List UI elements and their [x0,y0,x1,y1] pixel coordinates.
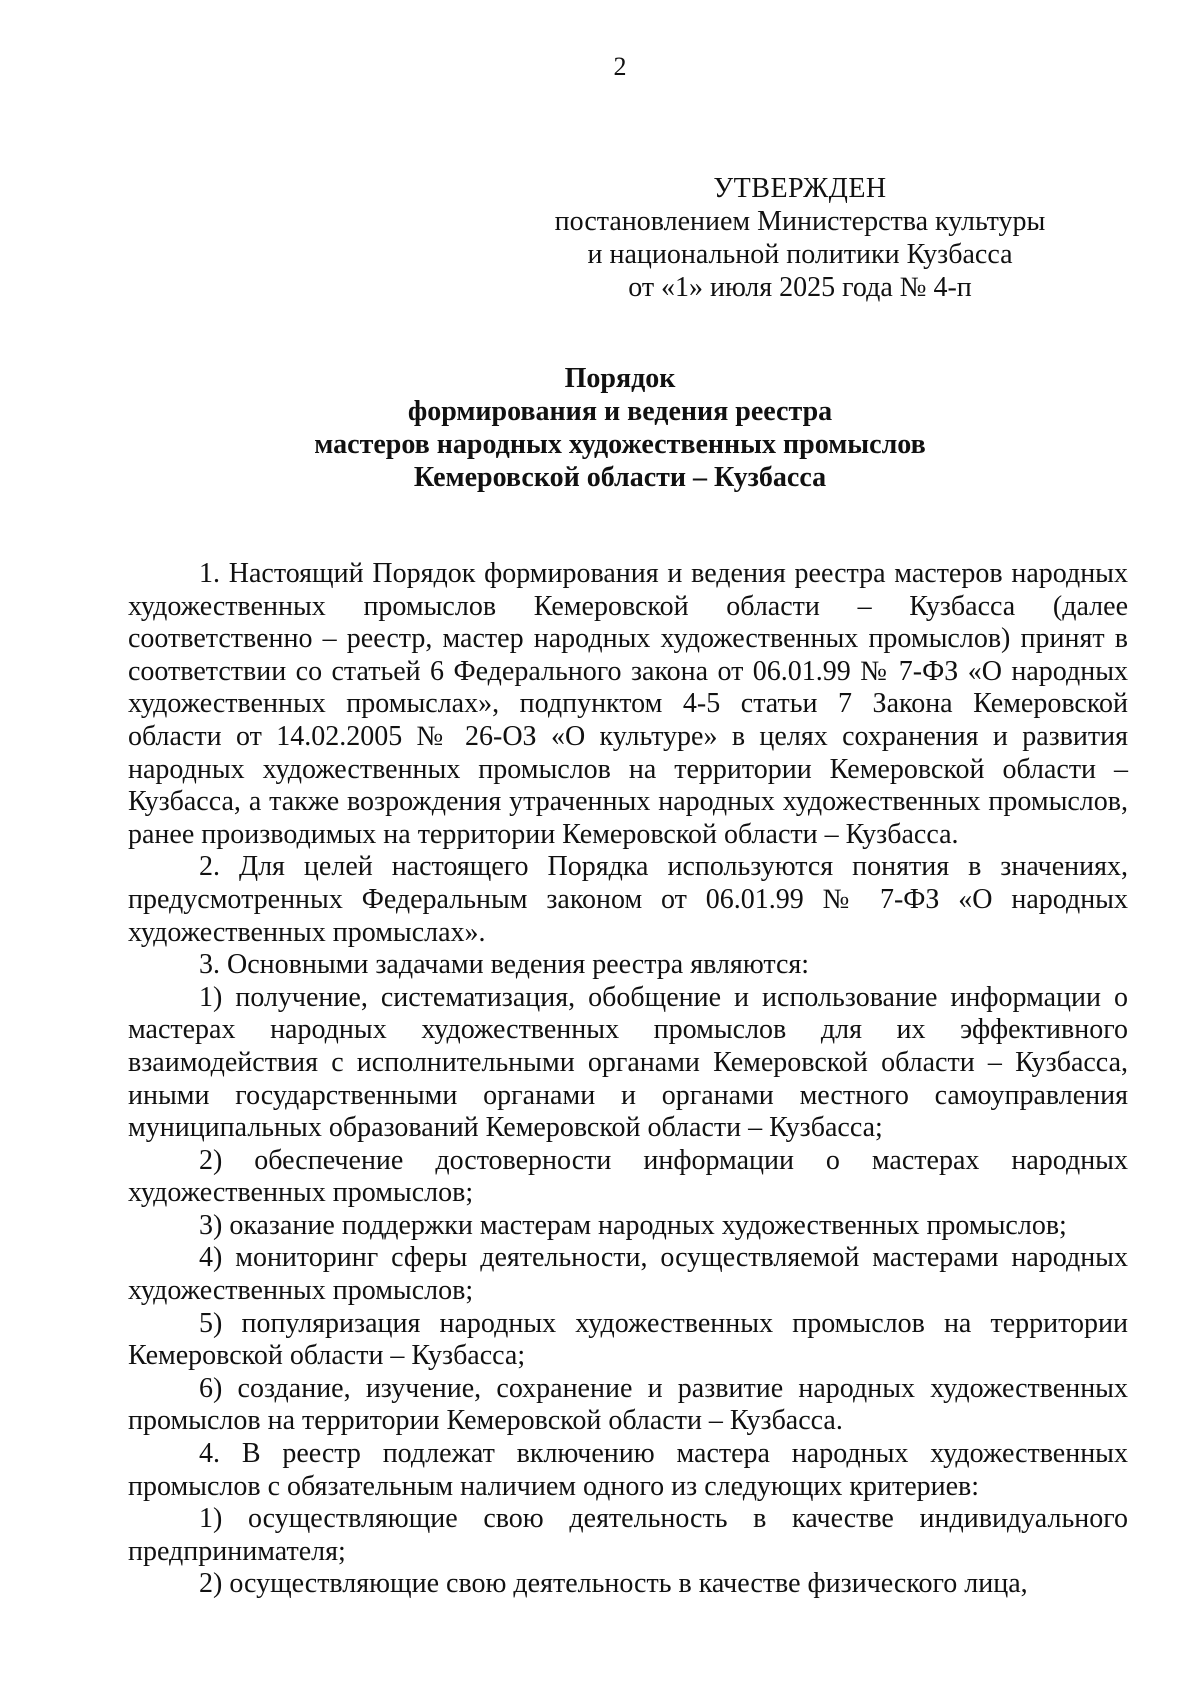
paragraph: 1. Настоящий Порядок формирования и ведения реестра мастеров народных художественных промыслов Кемеровской области – Кузбасса (далее соответственно – реестр, мастер народных художественных промыслов) принят в соответствии со статьей 6 Федерального закона от 06.01.99 № 7-ФЗ «О народных художественных промыслах», подпунктом 4-5 статьи 7 Закона Кемеровской области от 14.02.2005 № 26-ОЗ «О культуре» в целях сохранения и развития народных художественных промыслов на территории Кемеровской области – Кузбасса, а также возрождения утраченных народных художественных промыслов, ранее производимых на территории Кемеровской области – Кузбасса. [128,558,1128,850]
page-number: 2 [613,52,627,81]
list-item: 1) осуществляющие свою деятельность в качестве индивидуального предпринимателя; [128,1503,1128,1567]
list-item: 2) осуществляющие свою деятельность в качестве физического лица, [199,1568,1028,1600]
title-line: Кемеровской области – Кузбасса [413,462,827,493]
title-line: мастеров народных художественных промыслов [314,429,926,460]
list-item: 6) создание, изучение, сохранение и развитие народных художественных промыслов на территории Кемеровской области – Кузбасса. [128,1372,1128,1437]
paragraph: 4. В реестр подлежат включению мастера народных художественных промыслов с обязательным наличием одного из следующих критериев: [128,1438,1128,1502]
approval-line: и национальной политики Кузбасса [587,239,1013,270]
document-title [0,362,1200,494]
list-item: 2) обеспечение достоверности информации о мастерах народных художественных промыслов; [128,1144,1128,1209]
list-item: 4) мониторинг сферы деятельности, осуществляемой мастерами народных художественных промыслов; [128,1242,1128,1307]
paragraph: 3. Основными задачами ведения реестра являются: [199,949,810,981]
document-body [128,558,1128,1601]
approval-heading: УТВЕРЖДЕН [713,173,887,204]
approval-date-line: от «1» июля 2025 года № 4-п [628,272,972,303]
paragraph: 2. Для целей настоящего Порядка используются понятия в значениях, предусмотренных Федеральным законом от 06.01.99 № 7-ФЗ «О народных художественных промыслах». [128,851,1128,948]
approval-line: постановлением Министерства культуры [554,206,1046,237]
approval-stamp [520,172,1080,304]
list-item: 1) получение, систематизация, обобщение и использование информации о мастерах народных художественных промыслов для их эффективного взаимодействия с исполнительными органами Кемеровской области – Кузбасса, иными государственными органами и органами местного самоуправления муниципальных образований Кемеровской области – Кузбасса; [128,981,1128,1144]
list-item: 5) популяризация народных художественных промыслов на территории Кемеровской области – Кузбасса; [128,1307,1128,1372]
list-item: 3) оказание поддержки мастерам народных художественных промыслов; [199,1209,1067,1241]
title-line: Порядок [564,363,676,394]
title-line: формирования и ведения реестра [407,396,833,427]
